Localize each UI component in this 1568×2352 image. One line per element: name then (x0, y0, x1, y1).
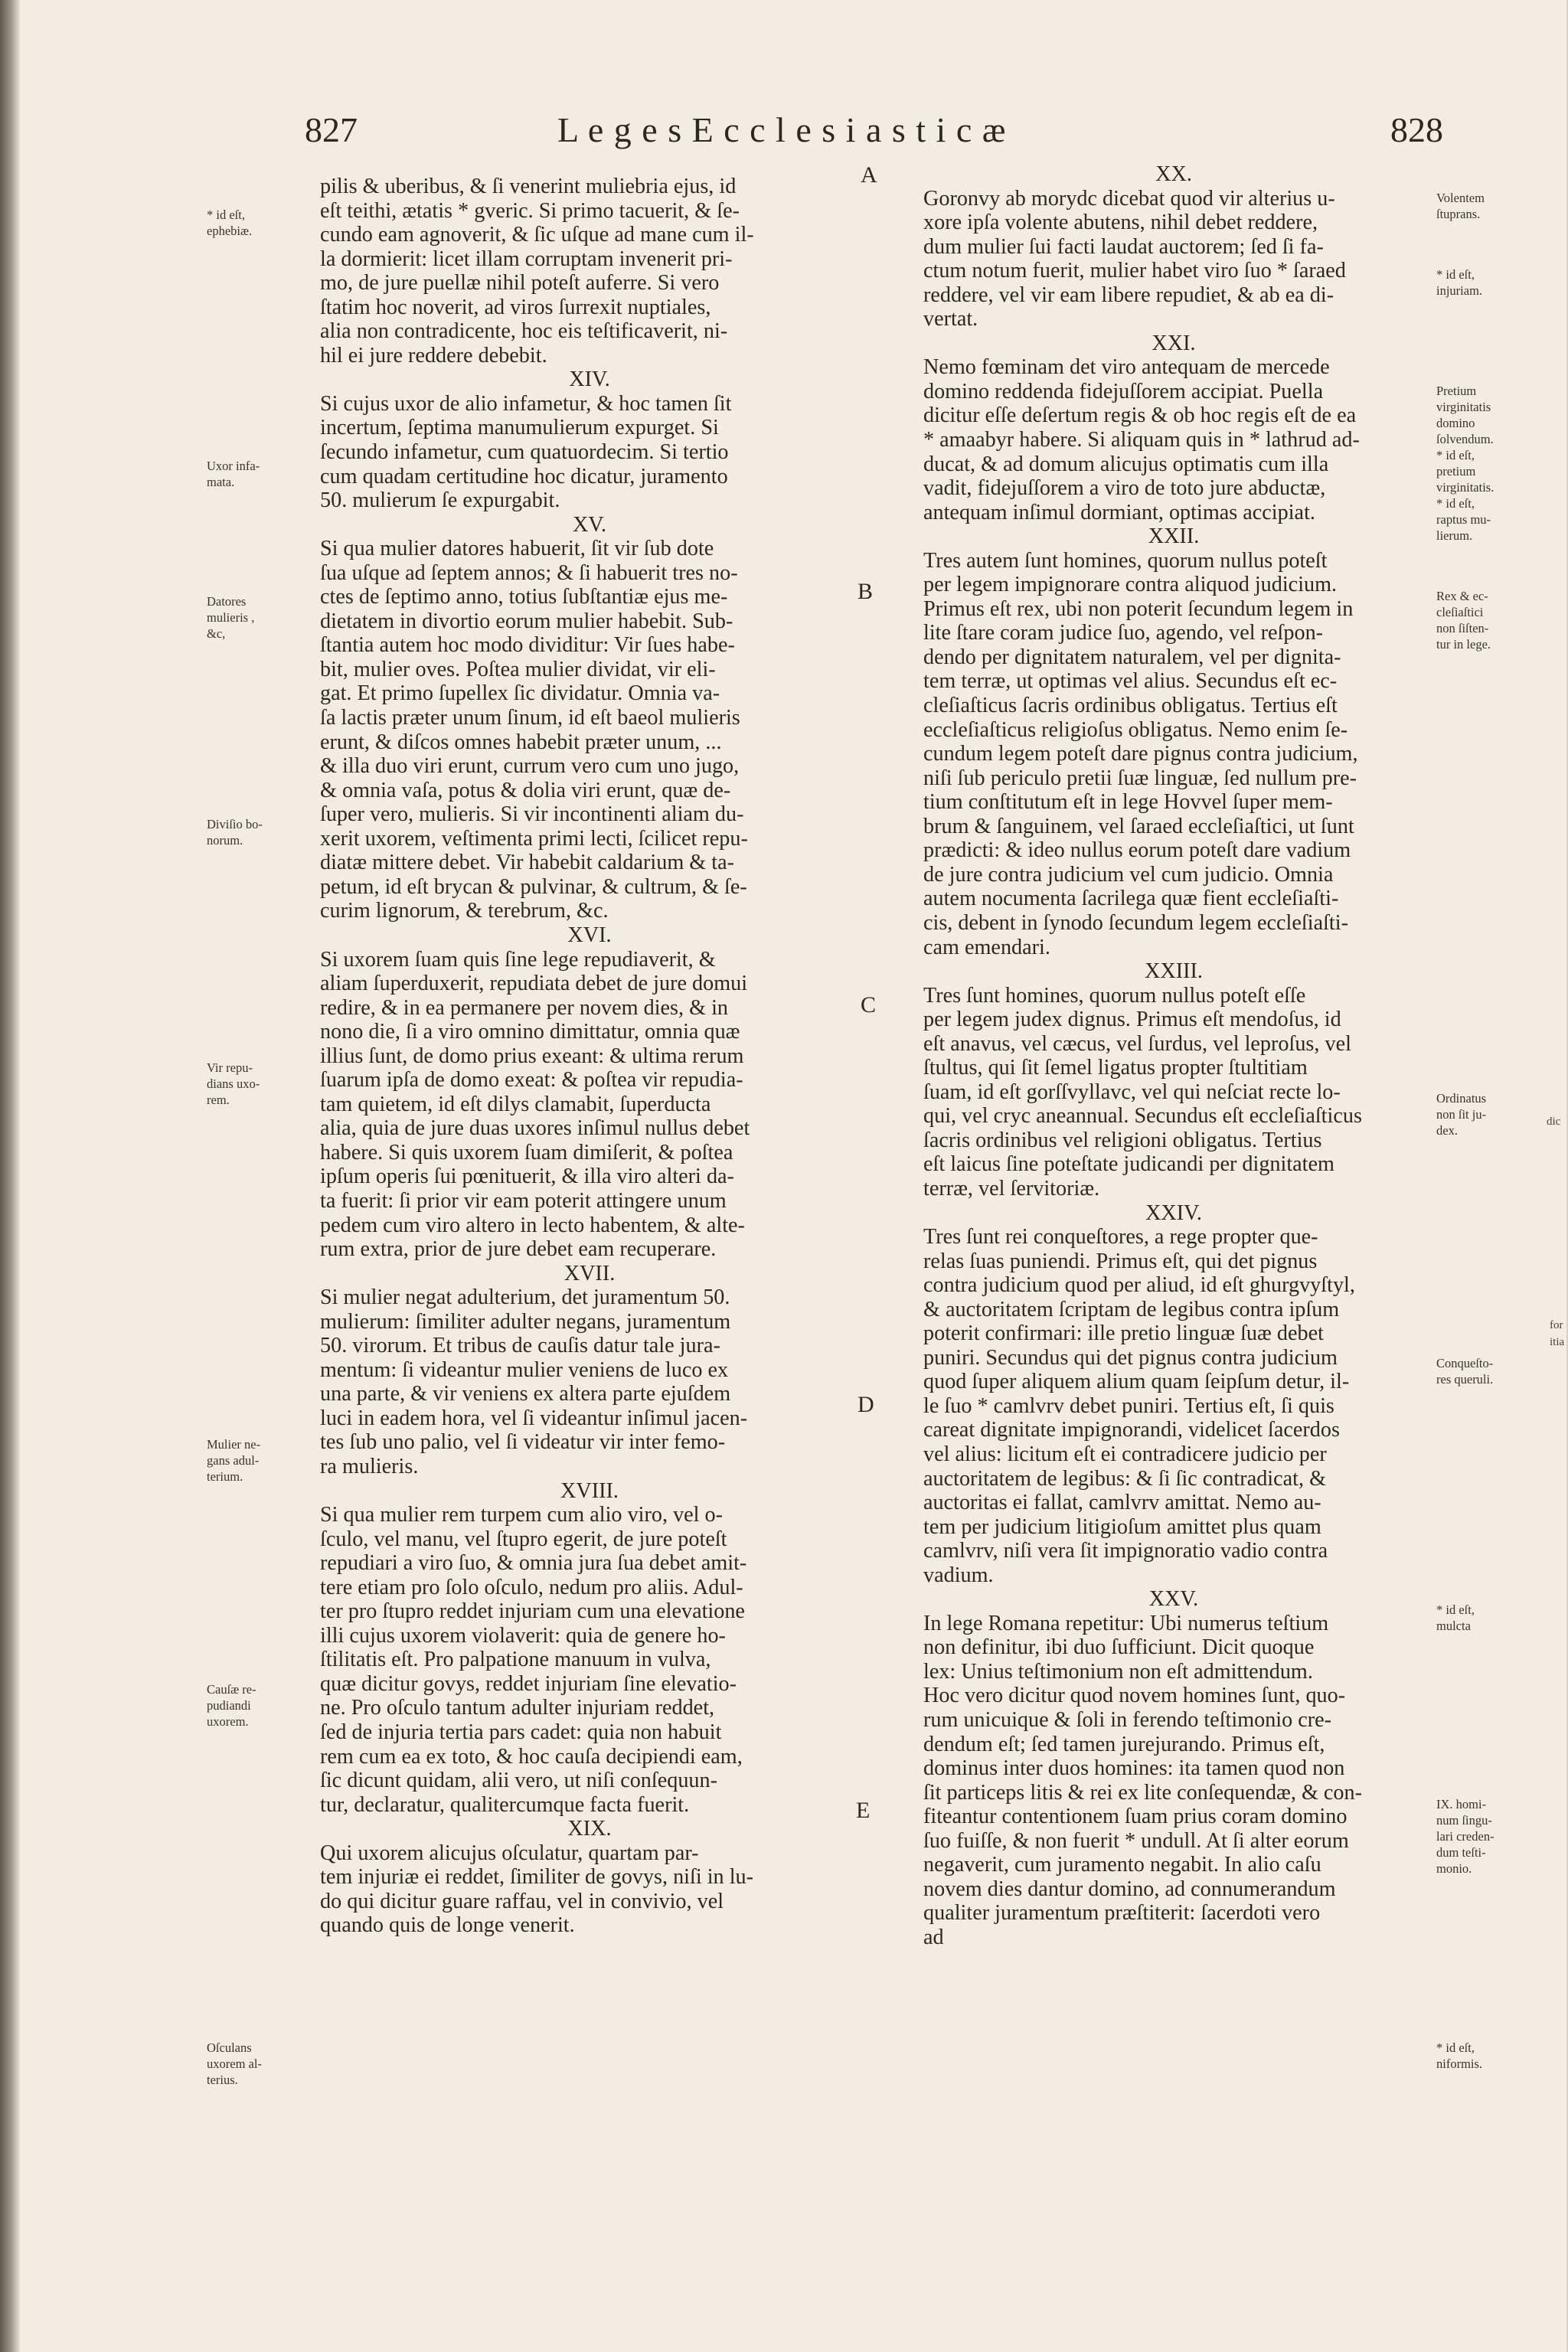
section-heading: XVIII. (560, 1478, 619, 1503)
text-line: ſa lactis præter unum ſinum, id eſt baeol mulieris (320, 706, 740, 730)
text-line: per legem judex dignus. Primus eſt mendoſus, id (923, 1008, 1341, 1032)
text-line: alia, quia de jure duas uxores inſimul nullus debet (320, 1116, 750, 1141)
text-line: ſuarum ipſa de domo exeat: & poſtea vir repudia- (320, 1068, 743, 1093)
text-line: repudiari a viro ſuo, & omnia jura ſua debet amit- (320, 1551, 747, 1576)
text-line: rum extra, prior de jure debet eam recuperare. (320, 1237, 717, 1262)
marginal-note-line: non ſit ju- (1436, 1107, 1487, 1122)
text-line: reddere, vel vir eam libere repudiet, & ab ea di- (923, 283, 1334, 307)
text-line: rum unicuique & ſoli in ferendo teſtimonio cre- (923, 1708, 1332, 1732)
text-line: ſtantia autem hoc modo dividitur: Vir ſues habe- (320, 633, 735, 658)
text-line: ſuper vero, mulieris. Si vir incontinenti aliam du- (320, 802, 744, 827)
marginal-note-line: dex. (1436, 1123, 1458, 1138)
marginal-note-line: rem. (207, 1093, 230, 1107)
text-line: Tres ſunt rei conqueſtores, a rege propter que- (923, 1225, 1318, 1250)
text-line: ter pro ſtupro reddet injuriam cum una elevatione (320, 1599, 745, 1624)
marginal-note-line: tur in lege. (1436, 637, 1491, 652)
text-line: tium conſtitutum eſt in lege Hovvel ſuper mem- (923, 790, 1333, 815)
marginal-note-line: Diviſio bo- (207, 817, 263, 831)
marginal-note-line: Vir repu- (207, 1060, 253, 1075)
section-heading: XXIII. (1145, 959, 1203, 984)
marginal-note-line: injuriam. (1436, 283, 1483, 298)
marginal-note-line: * id eſt, (207, 207, 245, 222)
text-line: dendo per dignitatem naturalem, vel per dignita- (923, 645, 1341, 669)
marginal-note (207, 458, 260, 490)
marginal-note-line: pudiandi (207, 1698, 251, 1713)
text-line: Si qua mulier datores habuerit, ſit vir ſub dote (320, 537, 714, 561)
section-heading: XIV. (569, 368, 610, 392)
marginal-note (207, 816, 263, 848)
text-line: negaverit, cum juramento negabit. In alio caſu (923, 1853, 1321, 1877)
text-line: dominus inter duos homines: ita tamen quod non (923, 1756, 1345, 1781)
text-line: ducat, & ad domum alicujus optimatis cum illa (923, 452, 1329, 476)
marginal-note-line: pretium (1436, 464, 1476, 479)
text-line: eccleſiaſticus religioſus obligatus. Nemo enim ſe- (923, 717, 1348, 742)
marginal-note-line: Rex & ec- (1436, 589, 1488, 603)
marginal-note-line: num ſingu- (1436, 1813, 1492, 1828)
page-number-left: 827 (305, 110, 358, 149)
text-line: incertum, ſeptima manumulierum expurget. Si (320, 416, 719, 440)
marginal-note-line: * id eſt, (1436, 267, 1475, 282)
text-line: cundo eam agnoverit, & ſic uſque ad mane cum il- (320, 223, 754, 247)
marginal-note (207, 1060, 260, 1108)
text-line: ſculo, vel manu, vel ſtupro egerit, de jure poteſt (320, 1527, 727, 1551)
text-line: quando quis de longe venerit. (320, 1913, 575, 1938)
text-line: petum, id eſt brycan & pulvinar, & cultrum, & ſe- (320, 874, 747, 899)
text-line: quæ dicitur govys, reddet injuriam ſine elevatio- (320, 1671, 737, 1696)
text-line: antequam inſimul dormiant, optimas accipiat. (923, 500, 1315, 524)
text-line: ſit particeps litis & rei ex lite conſequendæ, & con- (923, 1780, 1362, 1805)
marginal-note-line: Oſculans (207, 2040, 252, 2055)
text-line: ſua uſque ad ſeptem annos; & ſi habuerit tres no- (320, 560, 738, 585)
text-line: novem dies dantur domino, ad connumerandum (923, 1877, 1336, 1901)
marginal-note-line: Uxor infa- (207, 459, 260, 473)
text-line: ipſum operis ſui pœnituerit, & illa viro alteri da- (320, 1165, 734, 1189)
text-line: ſuam, id eſt gorſſvyllavc, vel qui neſciat recte lo- (923, 1080, 1341, 1104)
text-line: Hoc vero dicitur quod novem homines ſunt, quo- (923, 1684, 1346, 1708)
text-line: de jure contra judicium vel cum judicio. Omnia (923, 862, 1334, 887)
text-line: illi cujus uxorem violaverit: quia de genere ho- (320, 1623, 726, 1648)
text-line: vertat. (923, 307, 978, 332)
marginal-note-line: * id eſt, (1436, 496, 1475, 511)
text-line: cis, debent in ſynodo ſecundum legem eccleſiaſti- (923, 910, 1348, 935)
text-line: mulierum: ſimiliter adulter negans, juramentum (320, 1309, 731, 1334)
text-line: ctum notum fuerit, mulier habet viro ſuo * ſaraed (923, 259, 1346, 283)
text-line: illius ſunt, de domo prius exeant: & ultima rerum (320, 1044, 744, 1068)
text-line: quod ſuper aliquem alium quam ſeipſum detur, il- (923, 1370, 1350, 1394)
text-line: tur, declaratur, qualitercumque facta fuerit. (320, 1792, 690, 1817)
section-letter-d: D (858, 1392, 874, 1417)
marginal-note (207, 1681, 256, 1730)
text-line: hil ei jure reddere debebit. (320, 343, 547, 368)
marginal-note-line: * id eſt, (1436, 448, 1475, 462)
marginal-note-line: Mulier ne- (207, 1437, 261, 1452)
text-line: camlvrv, niſi vera ſit impignoratio vadio contra (923, 1539, 1328, 1563)
text-line: Nemo fœminam det viro antequam de mercede (923, 355, 1330, 380)
section-letter-e: E (856, 1798, 871, 1823)
text-line: ſecundo infametur, cum quatuordecim. Si tertio (320, 440, 729, 465)
marginal-note (1436, 383, 1494, 544)
text-line: & auctoritatem ſcriptam de legibus contra ipſum (923, 1297, 1340, 1321)
text-line: Si mulier negat adulterium, det juramentum 50. (320, 1285, 730, 1310)
text-line: terræ, vel ſervitoriæ. (923, 1176, 1100, 1200)
text-line: 50. virorum. Et tribus de cauſis datur tale jura- (320, 1334, 720, 1358)
marginal-note-line: mulieris , (207, 610, 255, 625)
text-line: pilis & uberibus, & ſi venerint muliebria ejus, id (320, 175, 737, 198)
section-letter-a: A (861, 162, 877, 188)
left-text-column (320, 175, 859, 1938)
text-line: vel alius: licitum eſt ei contradicere judicio per (923, 1442, 1327, 1466)
text-line: redire, & in ea permanere per novem dies, & in (320, 995, 729, 1020)
section-heading: XXII. (1148, 524, 1200, 549)
marginal-note (1436, 2040, 1482, 2072)
marginal-note-line: Ordinatus (1436, 1091, 1487, 1106)
text-line: tes ſub uno palio, vel ſi videatur vir inter femo- (320, 1430, 726, 1455)
text-line: eſt laicus ſine poteſtate judicandi per dignitatem (923, 1152, 1334, 1177)
marginal-note (207, 2040, 262, 2088)
marginal-note-line: Volentem (1436, 191, 1485, 205)
marginal-note-line: uxorem al- (207, 2056, 262, 2071)
text-line: nono die, ſi a viro omnino dimittatur, omnia quæ (320, 1020, 740, 1044)
running-title: L e g e s E c c l e s i a s t i c æ (557, 110, 1007, 149)
text-line: lex: Unius teſtimonium non eſt admittendum. (923, 1659, 1313, 1684)
text-line: ſtatim hoc noverit, ad viros ſurrexit nuptiales, (320, 295, 711, 319)
marginal-note-line: mata. (207, 475, 235, 489)
marginal-note-line: lierum. (1436, 528, 1473, 543)
marginal-note-line: dians uxo- (207, 1076, 260, 1091)
marginal-note-line: raptus mu- (1436, 512, 1491, 527)
marginal-note-line: uxorem. (207, 1714, 249, 1729)
text-line: Tres autem ſunt homines, quorum nullus poteſt (923, 548, 1328, 573)
text-line: pedem cum viro altero in lecto habentem, & alte- (320, 1213, 745, 1237)
text-line: ſed de injuria tertia pars cadet: quia non habuit (320, 1720, 722, 1744)
section-heading: XIX. (567, 1817, 612, 1841)
marginal-note (1436, 1602, 1475, 1634)
marginal-note (1436, 266, 1482, 299)
marginal-note-line: mulcta (1436, 1619, 1471, 1633)
marginal-note-line: dum teſti- (1436, 1845, 1486, 1860)
marginal-note-line: IX. homi- (1436, 1797, 1487, 1811)
text-line: ctes de ſeptimo anno, totius ſubſtantiæ ejus me- (320, 585, 728, 609)
text-line: Primus eſt rex, ubi non poterit ſecundum legem in (923, 596, 1354, 621)
text-line: vadit, fidejuſſorem a viro de toto jure abductæ, (923, 476, 1326, 501)
text-line: dicitur eſſe deſertum regis & ob hoc regis eſt de ea (923, 403, 1357, 428)
text-line: tam quietem, id eſt dilys clamabit, ſuperducta (320, 1092, 711, 1116)
text-line: alia non contradicente, hoc eis teſtificaverit, ni- (320, 319, 728, 344)
text-line: ne. Pro oſculo tantum adulter injuriam reddet, (320, 1696, 715, 1720)
text-line: mentum: ſi videantur mulier veniens de luco ex (320, 1357, 729, 1382)
text-line: Goronvy ab morydc dicebat quod vir alterius u- (923, 186, 1335, 211)
text-line: ra mulieris. (320, 1454, 419, 1478)
right-text-column (923, 162, 1424, 1949)
text-line: ſuo fuiſſe, & non fuerit * undull. At ſi alter eorum (923, 1828, 1349, 1853)
marginal-note (1436, 588, 1491, 652)
marginal-note-line: res queruli. (1436, 1372, 1494, 1387)
section-heading: XXV. (1148, 1587, 1199, 1612)
text-line: xerit uxorem, veſtimenta primi lecti, ſcilicet repu- (320, 826, 748, 851)
section-heading: XVI. (567, 923, 612, 947)
marginal-note-line: &c, (207, 626, 226, 641)
text-line: cleſiaſticus ſacris ordinibus obligatus. Tertius eſt (923, 694, 1338, 718)
marginal-note-line: monio. (1436, 1861, 1472, 1876)
text-line: auctoritatem de legibus: & ſi ſic contradicat, & (923, 1466, 1326, 1491)
text-line: tere etiam pro ſolo oſculo, nedum pro aliis. Adul- (320, 1575, 743, 1599)
marginal-note-line: non ſiſten- (1436, 621, 1489, 635)
text-line: Tres ſunt homines, quorum nullus poteſt eſſe (923, 983, 1306, 1008)
marginal-note (207, 1436, 260, 1485)
text-line: erunt, & diſcos omnes habebit præter unum, ... (320, 730, 722, 754)
book-gutter-edge (0, 0, 20, 2352)
text-line: non definitur, ibi duo ſufficiunt. Dicit quoque (923, 1635, 1315, 1660)
text-line: fiteantur contentionem ſuam prius coram domino (923, 1805, 1348, 1829)
text-line: eſt anavus, vel cæcus, vel ſurdus, vel leproſus, vel (923, 1031, 1351, 1056)
text-line: do qui dicitur guare raffau, vel in convivio, vel (320, 1889, 724, 1913)
marginal-note (1436, 1090, 1486, 1138)
edge-fragment: for (1550, 1319, 1563, 1331)
marginal-note-line: terius. (207, 2073, 238, 2087)
text-line: lite ſtare coram judice ſuo, agendo, vel reſpon- (923, 621, 1324, 645)
text-line: dendum eſt; ſed tamen jurejurando. Primus eſt, (923, 1732, 1325, 1756)
text-line: aliam ſuperduxerit, repudiata debet de jure domui (320, 972, 748, 996)
text-line: In lege Romana repetitur: Ubi numerus teſtium (923, 1611, 1329, 1635)
marginal-note-line: lari creden- (1436, 1829, 1494, 1844)
marginal-note-line: ephebiæ. (207, 224, 253, 238)
text-line: la dormierit: licet illam corruptam invenerit pri- (320, 247, 733, 271)
marginal-note-line: gans adul- (207, 1453, 260, 1468)
text-line: brum & ſanguinem, vel ſaraed eccleſiaſtici, ut ſunt (923, 814, 1354, 838)
marginal-note-line: Pretium (1436, 384, 1477, 398)
marginal-note-line: domino (1436, 416, 1475, 430)
text-line: Si uxorem ſuam quis ſine lege repudiaverit, & (320, 947, 716, 972)
marginal-note (1436, 1355, 1493, 1387)
text-line: careat dignitate impignorandi, videlicet ſacerdos (923, 1418, 1340, 1442)
section-letter-b: B (858, 579, 874, 604)
text-line: una parte, & vir veniens ex altera parte ejuſdem (320, 1382, 731, 1406)
marginal-note (1436, 1796, 1494, 1877)
text-line: & omnia vaſa, potus & dolia viri erunt, quæ de- (320, 778, 731, 802)
text-line: * amaabyr habere. Si aliquam quis in * lathrud ad- (923, 428, 1360, 452)
text-line: niſi ſub periculo pretii ſuæ linguæ, ſed nullum pre- (923, 766, 1357, 790)
text-line: cundum legem poteſt dare pignus contra judicium, (923, 742, 1358, 766)
section-letter-c: C (861, 992, 877, 1018)
marginal-note (1436, 190, 1485, 222)
section-heading: XXI. (1152, 331, 1196, 355)
marginal-note-line: ſolvendum. (1436, 432, 1494, 446)
marginal-note-line: cleſiaſtici (1436, 605, 1484, 619)
section-heading: XX. (1155, 162, 1192, 186)
marginal-note-line: Conqueſto- (1436, 1356, 1494, 1370)
section-heading: XVII. (564, 1261, 616, 1285)
text-line: bit, mulier oves. Poſtea mulier dividat, vir eli- (320, 657, 716, 681)
text-line: cam emendari. (923, 935, 1050, 959)
text-line: gat. Et primo ſupellex ſic dividatur. Omnia va- (320, 681, 720, 706)
marginal-note-line: virginitatis. (1436, 480, 1494, 495)
text-line: ſacris ordinibus vel religioni obligatus. Tertius (923, 1128, 1322, 1152)
text-line: tem injuriæ ei reddet, ſimiliter de govys, niſi in lu- (320, 1865, 754, 1890)
section-heading: XXIV. (1145, 1200, 1202, 1225)
text-line: cum quadam certitudine hoc dicatur, juramento (320, 464, 728, 488)
text-line: 50. mulierum ſe expurgabit. (320, 488, 560, 513)
edge-fragment: itia (1550, 1336, 1565, 1348)
marginal-note-line: ſtuprans. (1436, 207, 1481, 221)
marginal-note-line: norum. (207, 833, 243, 848)
marginal-note-line: terium. (207, 1469, 243, 1484)
text-line: eſt teithi, ætatis * gveric. Si primo tacuerit, & ſe- (320, 198, 740, 223)
section-heading: XV. (572, 512, 607, 537)
marginal-note (207, 593, 254, 642)
text-line: domino reddenda fidejuſſorem accipiat. Puella (923, 379, 1324, 403)
text-line: dum mulier ſui facti laudat auctorem; ſed ſi fa- (923, 234, 1324, 259)
text-line: qualiter juramentum præſtiterit: ſacerdoti vero (923, 1901, 1321, 1926)
text-line: le ſuo * camlvrv debet puniri. Tertius eſt, ſi quis (923, 1393, 1334, 1418)
text-line: dietatem in divortio eorum mulier habebit. Sub- (320, 609, 733, 633)
marginal-note-line: * id eſt, (1436, 1602, 1475, 1617)
text-line: tem terræ, ut optimas vel alius. Secundus eſt ec- (923, 669, 1338, 694)
edge-fragment: dic (1547, 1116, 1561, 1128)
text-line: tem per judicium litigioſum amittet plus quam (923, 1514, 1321, 1539)
text-line: puniri. Secundus qui det pignus contra judicium (923, 1345, 1338, 1370)
text-line: Si qua mulier rem turpem cum alio viro, vel o- (320, 1503, 724, 1527)
text-line: ta fuerit: ſi prior vir eam poterit attingere unum (320, 1188, 727, 1213)
text-line: autem nocumenta ſacrilega quæ fient eccleſiaſti- (923, 887, 1339, 911)
text-line: vadium. (923, 1563, 994, 1587)
marginal-note-line: Cauſæ re- (207, 1682, 256, 1697)
text-line: habere. Si quis uxorem ſuam dimiſerit, & poſtea (320, 1140, 733, 1165)
marginal-note-line: * id eſt, (1436, 2040, 1475, 2055)
text-line: & illa duo viri erunt, currum vero cum uno jugo, (320, 754, 740, 779)
text-line: curim lignorum, & terebrum, &c. (320, 899, 609, 923)
text-line: Si cujus uxor de alio infametur, & hoc tamen ſit (320, 391, 732, 416)
marginal-note (207, 207, 252, 239)
text-line: ſtilitatis eſt. Pro palpatione manuum in vulva, (320, 1648, 711, 1672)
text-line: poterit confirmari: ille pretio linguæ ſuæ debet (923, 1321, 1324, 1346)
text-line: ad (923, 1925, 944, 1949)
text-line: luci in eadem hora, vel ſi videantur inſimul jacen- (320, 1406, 748, 1430)
text-line: mo, de jure puellæ nihil poteſt auferre. Si vero (320, 271, 720, 296)
marginal-note-line: niformis. (1436, 2056, 1483, 2071)
text-line: ſic dicunt quidam, alii vero, ut niſi conſequun- (320, 1769, 718, 1793)
text-line: rem cum ea ex toto, & hoc cauſa decipiendi eam, (320, 1744, 743, 1769)
text-line: prædicti: & ideo nullus eorum poteſt dare vadium (923, 838, 1351, 863)
text-line: ſtultus, qui ſit ſemel ligatus propter ſtultitiam (923, 1056, 1308, 1080)
marginal-note-line: Datores (207, 594, 247, 609)
text-line: qui, vel cryc aneannual. Secundus eſt eccleſiaſticus (923, 1104, 1362, 1129)
text-line: Qui uxorem alicujus oſculatur, quartam par- (320, 1841, 699, 1865)
text-line: per legem impignorare contra aliquod judicium. (923, 573, 1338, 597)
text-line: relas ſuas puniendi. Primus eſt, qui det pignus (923, 1249, 1318, 1273)
text-line: auctoritas ei fallat, camlvrv amittat. Nemo au- (923, 1491, 1321, 1515)
marginal-note-line: virginitatis (1436, 400, 1491, 414)
page-number-right: 828 (1390, 110, 1443, 149)
text-line: diatæ mittere debet. Vir habebit caldarium & ta- (320, 851, 734, 875)
text-line: contra judicium quod per aliud, id eſt ghurgvyſtyl, (923, 1273, 1355, 1298)
text-line: xore ipſa volente abutens, nihil debet reddere, (923, 211, 1318, 235)
